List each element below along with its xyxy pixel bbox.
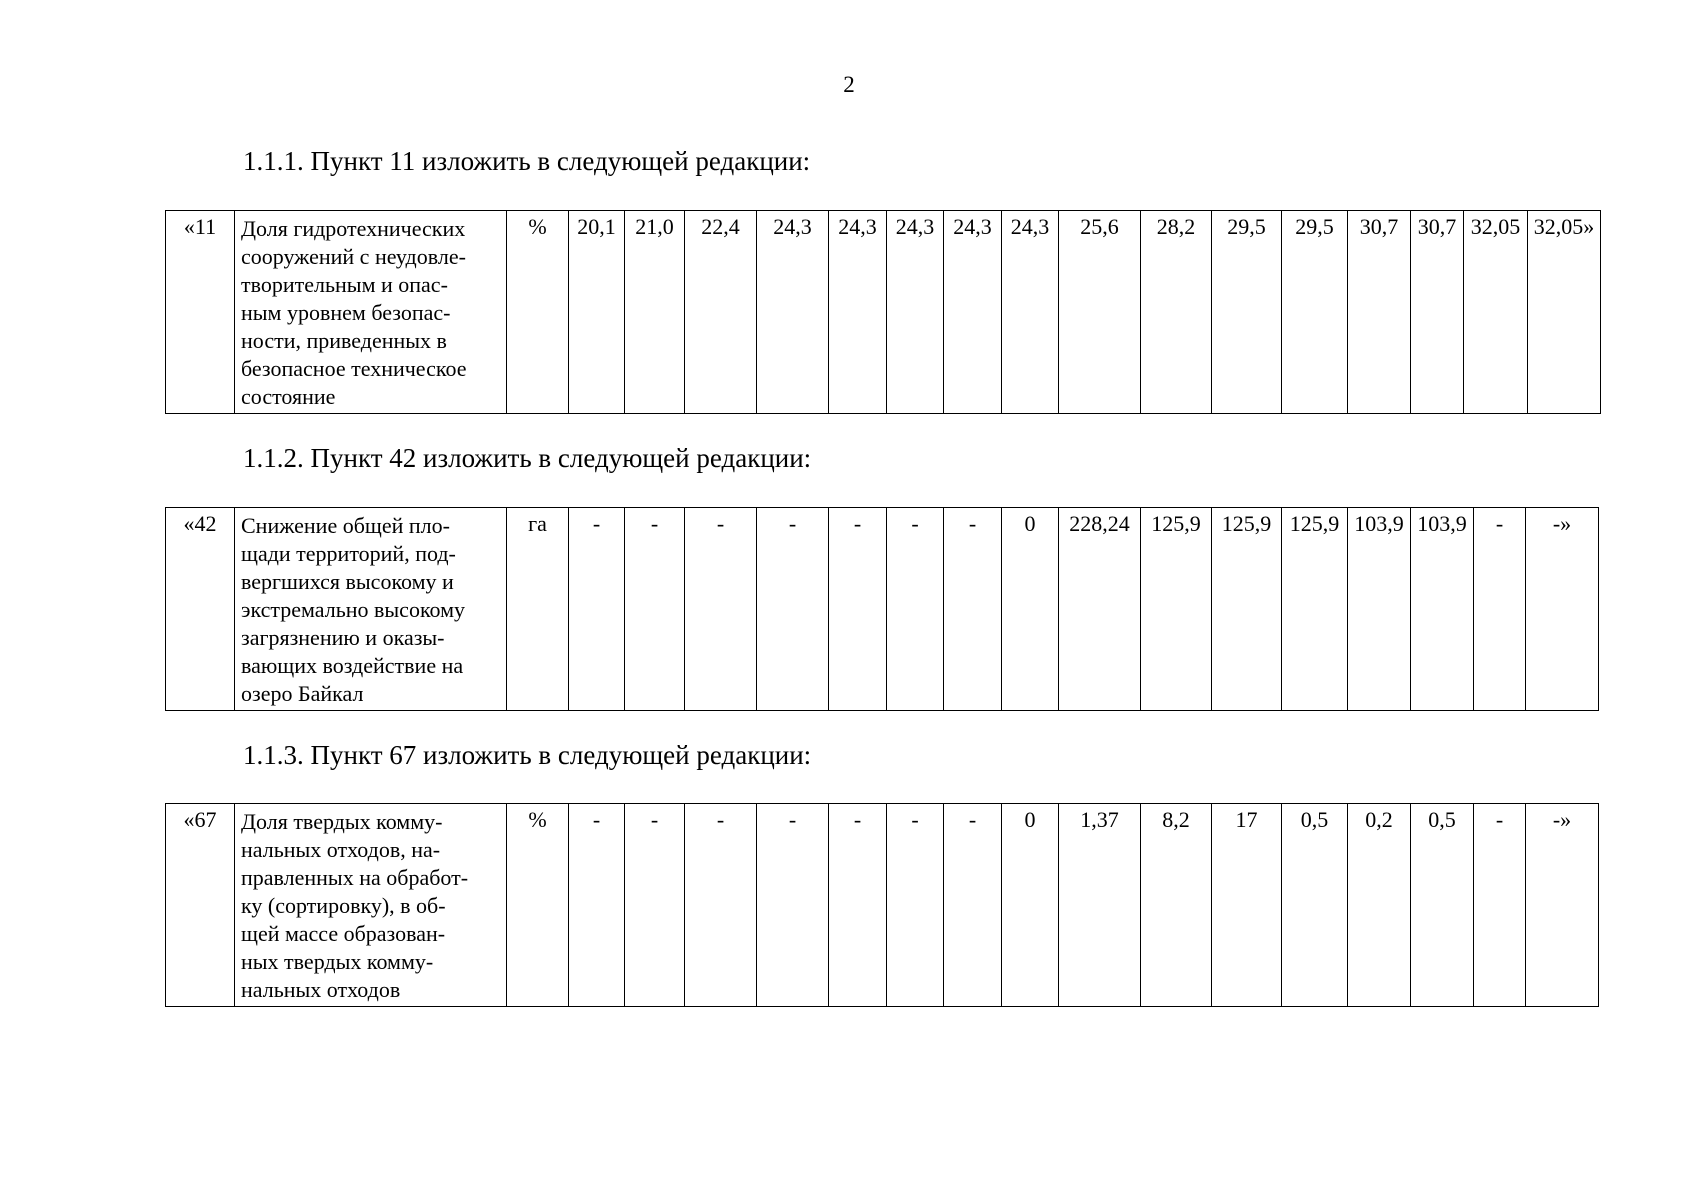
value-cell: - [685, 804, 757, 1007]
value-cell: 20,1 [569, 211, 625, 414]
value-cell: - [625, 508, 685, 711]
page-number: 2 [843, 72, 855, 97]
value-cell: 32,05» [1528, 211, 1601, 414]
value-cell: - [944, 508, 1002, 711]
value-cell: 8,2 [1141, 804, 1212, 1007]
value-cell: 125,9 [1282, 508, 1348, 711]
value-cell: 25,6 [1059, 211, 1141, 414]
section-heading-42: 1.1.2. Пункт 42 изложить в следующей редакции: [243, 443, 812, 473]
item-description: Снижение общей пло- щади территорий, под- вергшихся высокому и экстремально высокому загрязнению и оказы- вающих воздействие на озеро Байкал [235, 508, 507, 711]
table-row [166, 211, 1601, 414]
value-cell: 24,3 [887, 211, 944, 414]
value-cell: 24,3 [1002, 211, 1059, 414]
value-cell: - [685, 508, 757, 711]
value-cell: -» [1526, 508, 1599, 711]
table-row [166, 508, 1599, 711]
value-cell: - [829, 508, 887, 711]
table-item-11 [165, 210, 1601, 414]
value-cell: 30,7 [1411, 211, 1464, 414]
item-number: «42 [166, 508, 235, 711]
table-row [166, 804, 1599, 1007]
value-cell: 103,9 [1348, 508, 1411, 711]
value-cell: 24,3 [944, 211, 1002, 414]
item-number: «67 [166, 804, 235, 1007]
table-item-67 [165, 803, 1599, 1007]
value-cell: 0,5 [1411, 804, 1474, 1007]
table-item-42 [165, 507, 1599, 711]
item-description: Доля твердых комму- нальных отходов, на- правленных на обработ- ку (сортировку), в об- щей массе образован- ных твердых комму- нальных отходов [235, 804, 507, 1007]
value-cell: 125,9 [1141, 508, 1212, 711]
value-cell: - [1474, 508, 1526, 711]
item-unit: % [507, 804, 569, 1007]
value-cell: 32,05 [1464, 211, 1528, 414]
value-cell: - [757, 804, 829, 1007]
value-cell: 1,37 [1059, 804, 1141, 1007]
value-cell: - [569, 508, 625, 711]
value-cell: -» [1526, 804, 1599, 1007]
value-cell: - [757, 508, 829, 711]
value-cell: 0 [1002, 508, 1059, 711]
value-cell: 21,0 [625, 211, 685, 414]
item-unit: га [507, 508, 569, 711]
value-cell: - [887, 508, 944, 711]
value-cell: - [944, 804, 1002, 1007]
value-cell: 125,9 [1212, 508, 1282, 711]
value-cell: 24,3 [829, 211, 887, 414]
value-cell: 0 [1002, 804, 1059, 1007]
value-cell: - [569, 804, 625, 1007]
section-heading-11: 1.1.1. Пункт 11 изложить в следующей редакции: [243, 146, 811, 176]
value-cell: 228,24 [1059, 508, 1141, 711]
value-cell: 29,5 [1282, 211, 1348, 414]
value-cell: 103,9 [1411, 508, 1474, 711]
value-cell: 22,4 [685, 211, 757, 414]
value-cell: 17 [1212, 804, 1282, 1007]
value-cell: 30,7 [1348, 211, 1411, 414]
value-cell: 0,2 [1348, 804, 1411, 1007]
value-cell: - [1474, 804, 1526, 1007]
value-cell: 28,2 [1141, 211, 1212, 414]
section-heading-67: 1.1.3. Пункт 67 изложить в следующей редакции: [243, 740, 812, 770]
value-cell: - [887, 804, 944, 1007]
value-cell: - [625, 804, 685, 1007]
value-cell: 24,3 [757, 211, 829, 414]
value-cell: - [829, 804, 887, 1007]
item-description: Доля гидротехнических сооружений с неудовле- творительным и опас- ным уровнем безопас- ности, приведенных в безопасное техническое состояние [235, 211, 507, 414]
item-number: «11 [166, 211, 235, 414]
item-unit: % [507, 211, 569, 414]
value-cell: 0,5 [1282, 804, 1348, 1007]
value-cell: 29,5 [1212, 211, 1282, 414]
